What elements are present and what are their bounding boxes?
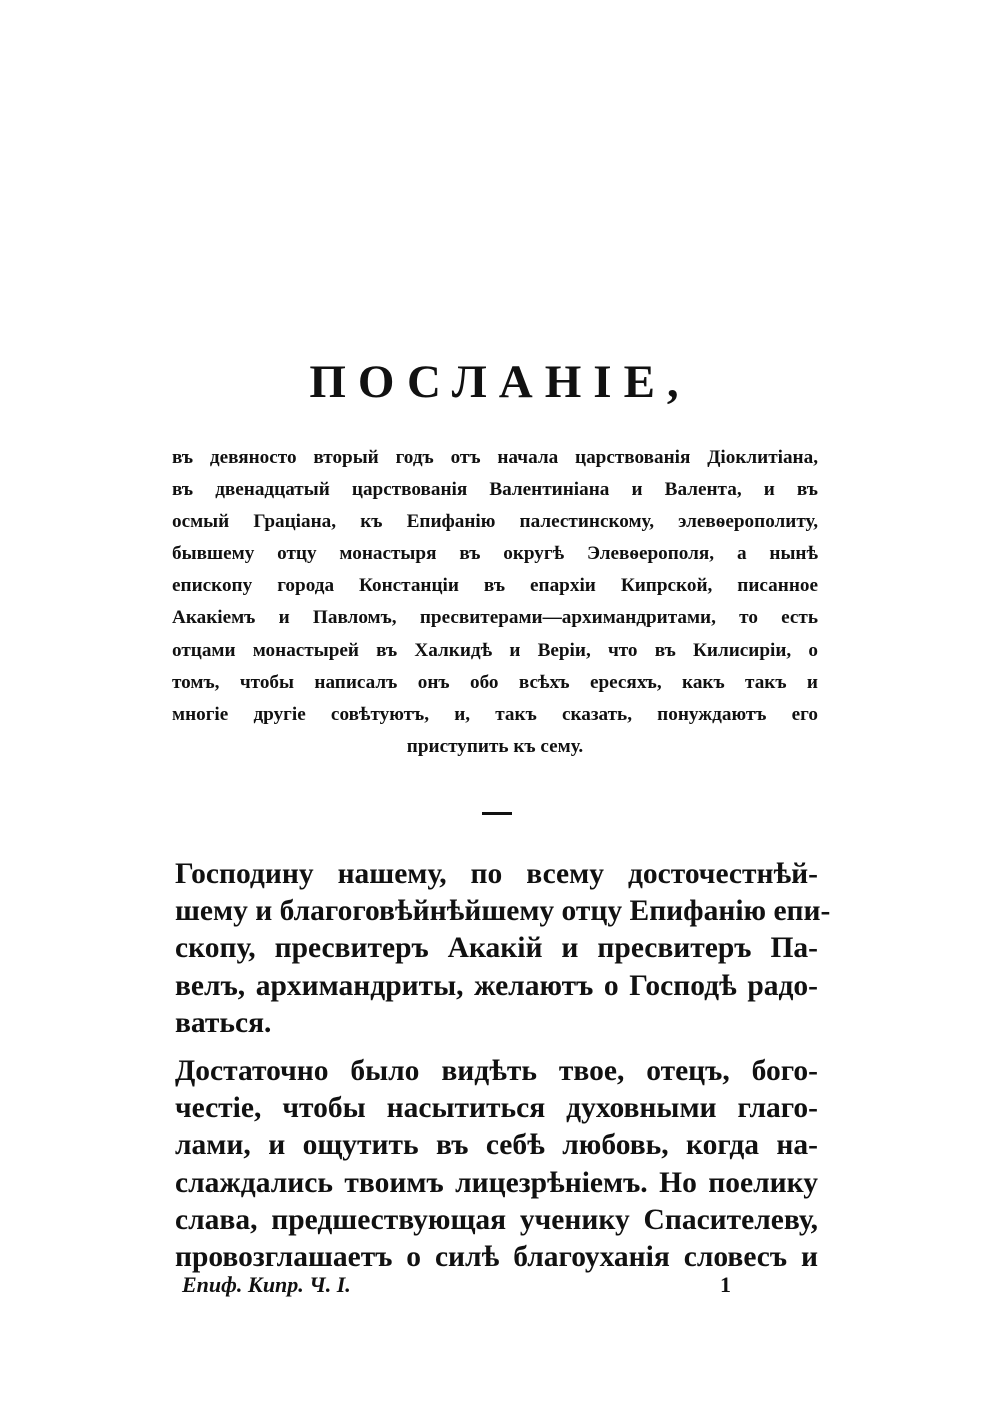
- page-footer: [182, 1268, 762, 1302]
- body-line: Достаточно было видѣть твое, отецъ, бого-: [175, 1054, 818, 1087]
- summary-line: отцами монастырей въ Халкидѣ и Веріи, что въ Килисиріи, о: [172, 639, 818, 661]
- body-line: скопу, пресвитеръ Акакій и пресвитеръ Па-: [175, 932, 818, 965]
- body-line: честіе, чтобы насытиться духовными глаго-: [175, 1092, 818, 1125]
- page-title: ПОСЛАНІЕ,: [309, 356, 691, 408]
- summary-line: многіе другіе совѣтуютъ, и, такъ сказать, понуждаютъ его: [172, 703, 818, 725]
- summary-line: въ двенадцатый царствованія Валентиніана и Валента, и въ: [172, 479, 818, 501]
- body-line: велъ, архимандриты, желаютъ о Господѣ радо-: [175, 969, 818, 1002]
- summary-line: приступить къ сему.: [406, 735, 584, 757]
- body-line: шему и благоговѣйнѣйшему отцу Епифанію епи-: [175, 895, 831, 928]
- summary-line: въ девяносто вторый годъ отъ начала царствованія Діоклитіана,: [172, 447, 818, 468]
- summary-block: [172, 442, 818, 763]
- summary-line: Акакіемъ и Павломъ, пресвитерами—архимандритами, то есть: [172, 607, 818, 629]
- body-line: слаждались твоимъ лицезрѣніемъ. Но поелику: [175, 1166, 818, 1199]
- signature-mark: Епиф. Кипр. Ч. I.: [182, 1272, 351, 1297]
- summary-line: осмый Граціана, къ Епифанію палестинскому, элевѳерополиту,: [172, 511, 818, 533]
- body-line: ваться.: [175, 1006, 272, 1039]
- body-line: слава, предшествующая ученику Спасителеву,: [175, 1203, 818, 1236]
- summary-line: томъ, чтобы написалъ онъ обо всѣхъ ересяхъ, какъ такъ и: [172, 671, 818, 693]
- body-line: лами, и ощутить въ себѣ любовь, когда на-: [175, 1129, 818, 1162]
- body-line: провозглашаетъ о силѣ благоуханія словесъ и: [175, 1240, 818, 1273]
- paragraph-greeting: [175, 856, 831, 1042]
- summary-line: епископу города Констанціи въ епархіи Кипрской, писанное: [172, 575, 818, 597]
- section-separator: [482, 812, 512, 815]
- page-number: 1: [720, 1272, 731, 1297]
- summary-line: бывшему отцу монастыря въ округѣ Элевѳерополя, а нынѣ: [172, 543, 818, 565]
- body-text: [175, 856, 831, 1276]
- paragraph-gap: [175, 1042, 818, 1053]
- body-line: Господину нашему, по всему досточестнѣй-: [175, 858, 818, 890]
- paragraph-main: [175, 1053, 818, 1276]
